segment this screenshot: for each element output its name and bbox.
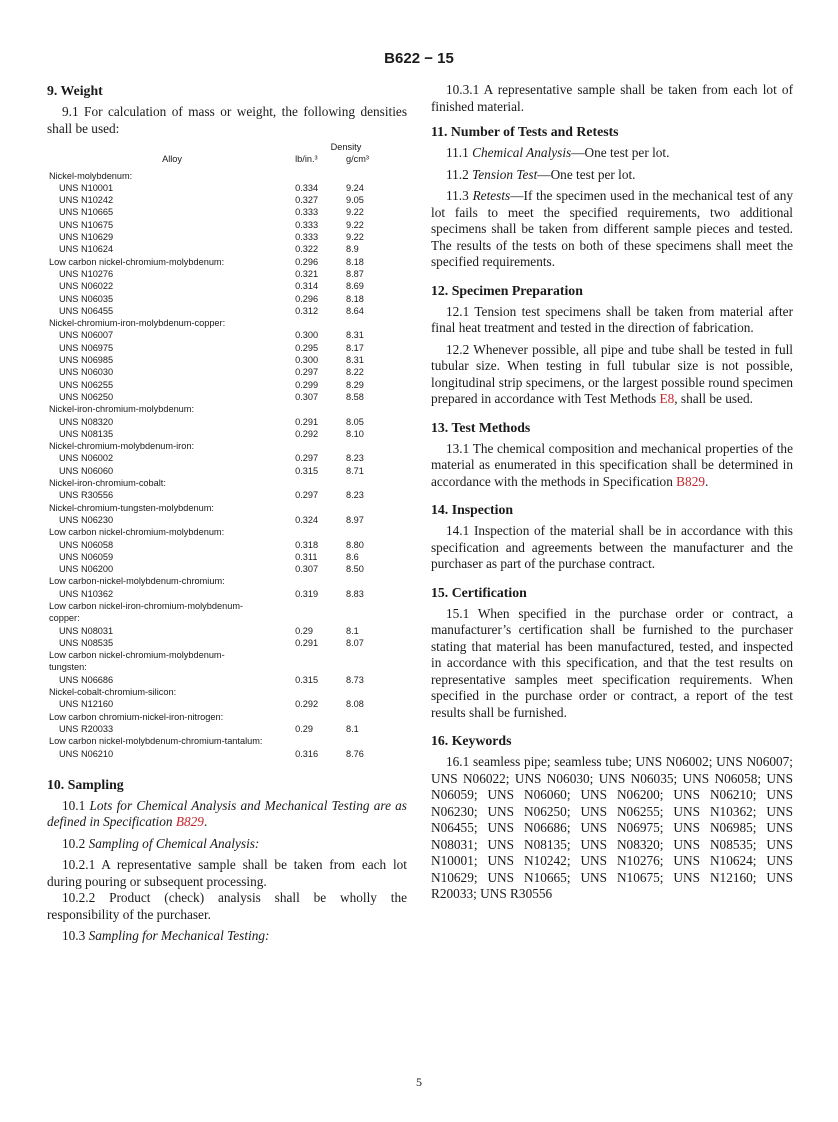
section-11-tests [431,123,793,271]
section-10-sampling [47,776,407,945]
density-g-value [346,403,393,415]
alloy-row [49,354,393,366]
density-lb-value: 0.324 [295,514,319,525]
density-lb-value: 0.314 [295,281,319,292]
density-g-value: 9.24 [345,182,364,193]
alloy-name: Nickel-chromium-iron-molybdenum-copper: [49,318,226,329]
density-lb-value: 0.297 [295,367,319,378]
para-number: 11.1 [446,145,469,160]
density-lb-value: 0.307 [295,564,319,575]
section-12-specimen [431,282,793,408]
alloy-name: UNS N06022 [59,281,114,292]
alloy-group-row [49,661,393,673]
alloy-row [49,366,393,378]
density-g-value: 8.23 [345,453,364,464]
para-text: , shall be used. [674,391,753,406]
alloy-row [49,452,393,464]
alloy-name: UNS N06059 [59,551,114,562]
para-text: —One test per lot. [571,145,670,160]
alloy-group-row [49,477,393,489]
alloy-name: UNS N06007 [59,330,114,341]
density-g-value: 8.73 [345,674,364,685]
alloy-group-row [49,256,393,268]
alloy-name: Nickel-molybdenum: [49,170,133,181]
alloy-name: tungsten: [49,662,87,673]
alloy-row [49,698,393,710]
paragraph-9-1: 9.1 For calculation of mass or weight, the following densities shall be used: [47,104,407,136]
paragraph-16-1: 16.1 seamless pipe; seamless tube; UNS N06002; UNS N06007; UNS N06022; UNS N06030; UNS N06035; UNS N06058; UNS N06059; UNS N06060; UNS N06200; UNS N06210; UNS N06230; UNS N06250; UNS N06255; UNS N10362; UNS N06455; UNS N06686; UNS N06975; UNS N06985; UNS N08031; UNS N08135; UNS N08320; UNS N08535; UNS N10001; UNS N10242; UNS N10276; UNS N10624; UNS N10629; UNS N10665; UNS N10675; UNS N12160; UNS R20033; UNS R30556 [431,754,793,901]
density-g-value [346,711,393,723]
section-heading: 13. Test Methods [431,419,531,435]
density-g-value [346,440,393,452]
paragraph-11-2 [431,167,793,184]
density-lb-value: 0.297 [295,453,319,464]
density-g-value: 8.64 [345,305,364,316]
section-heading: 15. Certification [431,584,527,600]
alloy-name: UNS N06058 [59,539,114,550]
density-lb-value: 0.321 [295,268,319,279]
alloy-name: UNS N10665 [59,207,114,218]
para-italic-text: Lots for Chemical Analysis and Mechanical Testing are as defined in Specification [47,797,407,830]
alloy-name: UNS R20033 [59,723,114,734]
density-g-value: 8.1 [345,723,359,734]
density-lb-value [295,477,346,489]
density-lb-value: 0.311 [295,551,318,562]
alloy-name: UNS N06975 [59,342,114,353]
para-italic-text: Retests [472,188,511,203]
density-lb-value: 0.295 [295,342,319,353]
section-15-certification [431,584,793,722]
density-g-value [346,575,393,587]
alloy-row [49,588,393,600]
density-lb-value: 0.318 [295,539,319,550]
density-lb-value: 0.296 [295,256,319,267]
alloy-group-row [49,526,393,538]
alloy-row [49,416,393,428]
alloy-row [49,625,393,637]
density-lb-value [295,735,346,747]
density-g-value [346,317,393,329]
alloy-name: UNS N06200 [59,564,114,575]
paragraph-11-1 [431,145,793,162]
alloy-row [49,293,393,305]
alloy-row [49,551,393,563]
alloy-row [49,305,393,317]
alloy-row [49,391,393,403]
density-lb-value: 0.300 [295,330,319,341]
density-lb-value [295,170,346,182]
para-number: 10.1 [62,797,86,813]
reference-link[interactable]: B829 [175,814,204,830]
reference-link[interactable]: B829 [676,473,705,489]
alloy-name: Nickel-chromium-tungsten-molybdenum: [49,502,214,513]
alloy-name: UNS N06002 [59,453,114,464]
density-g-value: 8.50 [345,564,364,575]
para-italic-text: Sampling of Chemical Analysis: [88,835,260,851]
alloy-group-row [49,649,393,661]
density-g-value: 8.87 [345,268,364,279]
alloy-row [49,243,393,255]
alloy-name: Nickel-iron-chromium-cobalt: [49,478,166,489]
col-alloy-header: Alloy [162,154,183,165]
density-g-value [346,170,393,182]
density-lb-value [295,661,346,673]
para-number: 10.3 [62,928,86,944]
density-g-value: 8.71 [345,465,364,476]
density-table [47,141,407,760]
density-g-value [346,612,393,624]
density-lb-value [295,711,346,723]
alloy-row [49,194,393,206]
density-g-value: 8.58 [345,391,364,402]
section-heading: 14. Inspection [431,502,514,517]
para-text: 13.1 The chemical composition and mechanical properties of the material as enumerated in this specification shall be determined in accordance with the methods in Specification [431,440,793,489]
alloy-row [49,329,393,341]
density-g-value: 8.22 [345,367,364,378]
alloy-name: Low carbon nickel-chromium-molybdenum: [49,527,225,538]
alloy-row [49,280,393,292]
density-g-value: 8.07 [345,637,364,648]
paragraph-10-1: 10.1 Lots for Chemical Analysis and Mechanical Testing are as defined in Specification B829. [47,797,407,830]
density-lb-value: 0.291 [295,416,319,427]
density-lb-value: 0.307 [295,391,319,402]
alloy-group-row [49,317,393,329]
density-lb-value [295,612,346,624]
density-g-value: 8.23 [345,490,364,501]
section-heading: 12. Specimen Preparation [431,282,583,298]
density-g-value [346,526,393,538]
density-g-value: 8.97 [345,514,364,525]
density-lb-value [295,317,346,329]
alloy-group-row [49,711,393,723]
section-heading: 10. Sampling [47,776,124,792]
density-lb-value: 0.316 [295,748,319,759]
density-lb-value: 0.296 [295,293,319,304]
paragraph-10-2-2: 10.2.2 Product (check) analysis shall be wholly the responsibility of the purchaser. [47,890,407,922]
section-13-test-methods [431,419,793,491]
density-lb-value: 0.291 [295,637,319,648]
density-g-value: 8.76 [345,748,364,759]
alloy-group-row [49,502,393,514]
para-number: 10.2 [62,835,86,851]
paragraph-14-1: 14.1 Inspection of the material shall be in accordance with this specification and agreements between the manufacturer and the purchaser as part of the purchase contract. [431,523,793,571]
alloy-row [49,182,393,194]
density-lb-value: 0.315 [295,674,319,685]
section-heading: 9. Weight [47,83,103,98]
section-9-weight [47,82,407,760]
para-text: 12.2 Whenever possible, all pipe and tube shall be tested in full tubular size. When testing in full tubular size is not possible, longitudinal strip specimens, or the largest possible round specimen prepared in accordance with Test Methods [431,341,793,406]
paragraph-10-2 [47,836,407,853]
alloy-row [49,723,393,735]
density-lb-value: 0.333 [295,219,319,230]
section-16-keywords [431,732,793,903]
alloy-name: Low carbon-nickel-molybdenum-chromium: [49,576,225,587]
paragraph-15-1: 15.1 When specified in the purchase order or contract, a manufacturer’s certification shall be furnished to the purchaser stating that material has been manufactured, tested, and inspected in accordance with this specification, and that the test results on representative samples meet specification requirements. When specified in the purchase order or contract, a report of the test results shall be furnished. [431,605,793,720]
alloy-group-row [49,686,393,698]
alloy-group-row [49,440,393,452]
page-number: 5 [416,1075,422,1089]
density-g-value: 8.18 [345,293,364,304]
density-lb-value: 0.312 [295,305,319,316]
density-lb-value: 0.333 [295,207,319,218]
para-text: —If the specimen used in the mechanical test of any lot fails to meet the specified requirements, two additional specimens shall be taken from different sample pieces and tested. The results of the tests on both of these specimens shall meet the specified requirements. [431,188,793,269]
para-italic-text: Tension Test [472,166,538,182]
alloy-name: UNS N10629 [59,232,114,243]
alloy-name: UNS N12160 [59,699,114,710]
alloy-name: Nickel-cobalt-chromium-silicon: [49,687,177,698]
alloy-name: UNS N06985 [59,355,114,366]
alloy-name: UNS N10242 [59,195,114,206]
density-g-value [346,661,393,673]
alloy-row [49,206,393,218]
density-g-value: 8.29 [345,379,364,390]
para-number: 11.2 [446,166,469,182]
reference-link[interactable]: E8 [659,391,675,406]
density-g-value: 9.22 [345,207,364,218]
alloy-row [49,268,393,280]
alloy-name: UNS N10276 [59,268,114,279]
alloy-name: UNS N06686 [59,674,114,685]
density-lb-value: 0.29 [295,625,314,636]
alloy-name: UNS R30556 [59,490,114,501]
paragraph-10-3 [47,928,407,945]
alloy-row [49,674,393,686]
density-g-value [346,686,393,698]
alloy-name: Nickel-chromium-molybdenum-iron: [49,441,194,452]
density-g-value: 8.31 [345,330,364,341]
density-g-value: 8.08 [345,699,364,710]
density-g-value [346,600,393,612]
density-lb-value [295,440,346,452]
alloy-name: Low carbon chromium-nickel-iron-nitrogen: [49,711,224,722]
alloy-name: UNS N06030 [59,367,114,378]
density-g-value: 8.17 [345,342,364,353]
alloy-group-row [49,575,393,587]
density-g-value [346,502,393,514]
section-14-inspection [431,501,793,573]
density-header: Density [330,142,362,152]
alloy-row [49,342,393,354]
alloy-name: Nickel-iron-chromium-molybdenum: [49,404,194,415]
alloy-row [49,748,393,760]
alloy-name: UNS N06060 [59,465,114,476]
para-italic-text: Chemical Analysis [472,145,572,160]
alloy-name: UNS N06455 [59,305,114,316]
alloy-row [49,428,393,440]
left-column [47,82,407,956]
density-lb-value [295,686,346,698]
alloy-name: UNS N08031 [59,625,114,636]
document-header: B622 − 15 [384,50,454,67]
alloy-name: UNS N08320 [59,416,114,427]
alloy-row [49,465,393,477]
alloy-group-row [49,735,393,747]
density-lb-value: 0.299 [295,379,319,390]
alloy-group-row [49,403,393,415]
density-g-value: 8.1 [345,625,359,636]
density-lb-value: 0.334 [295,182,319,193]
alloy-name: UNS N10001 [59,182,114,193]
section-heading: 16. Keywords [431,733,512,748]
density-g-value: 8.10 [345,428,364,439]
alloy-group-row [49,600,393,612]
col-lb-header: lb/in.³ [295,154,318,165]
density-g-value: 8.69 [345,281,364,292]
alloy-row [49,231,393,243]
alloy-name: Low carbon nickel-chromium-molybdenum- [49,650,225,661]
density-g-value: 8.9 [345,244,359,255]
alloy-name: UNS N08535 [59,637,114,648]
alloy-name: UNS N06250 [59,391,114,402]
alloy-name: UNS N08135 [59,428,114,439]
alloy-name: UNS N06035 [59,293,114,304]
density-lb-value [295,526,346,538]
density-lb-value [295,575,346,587]
density-g-value: 8.80 [345,539,364,550]
alloy-row [49,539,393,551]
paragraph-11-3 [431,188,793,271]
paragraph-10-3-1: 10.3.1 A representative sample shall be taken from each lot of finished material. [431,82,793,114]
density-g-value: 8.18 [345,256,364,267]
density-g-value [346,735,393,747]
paragraph-12-1: 12.1 Tension test specimens shall be taken from material after final heat treatment and tested in the direction of fabrication. [431,303,793,335]
alloy-name: Low carbon nickel-chromium-molybdenum: [49,256,225,267]
alloy-name: UNS N06230 [59,514,114,525]
density-g-value [346,649,393,661]
density-lb-value [295,600,346,612]
alloy-row [49,379,393,391]
density-lb-value: 0.319 [295,588,319,599]
density-lb-value: 0.322 [295,244,319,255]
density-g-value: 8.31 [345,355,364,366]
section-heading: 11. Number of Tests and Retests [431,124,619,139]
density-g-value: 8.05 [345,416,364,427]
density-lb-value: 0.29 [295,723,314,734]
alloy-name: Low carbon nickel-iron-chromium-molybdenum- [49,600,244,611]
density-lb-value: 0.315 [295,465,319,476]
paragraph-13-1: 13.1 The chemical composition and mechanical properties of the material as enumerated in this specification shall be determined in accordance with the methods in Specification B829. [431,440,793,489]
density-lb-value: 0.297 [295,490,319,501]
alloy-group-row [49,170,393,182]
alloy-group-row [49,612,393,624]
density-g-value: 9.22 [345,232,364,243]
alloy-row [49,563,393,575]
col-g-header: g/cm³ [345,154,369,165]
density-lb-value [295,502,346,514]
density-lb-value: 0.333 [295,232,319,243]
density-lb-value [295,403,346,415]
alloy-name: UNS N10624 [59,244,114,255]
paragraph-12-2 [431,342,793,408]
density-g-value: 8.6 [345,551,359,562]
density-lb-value: 0.327 [295,195,319,206]
alloy-name: UNS N06255 [59,379,114,390]
alloy-name: UNS N10675 [59,219,114,230]
para-text: —One test per lot. [537,166,636,182]
density-lb-value: 0.292 [295,699,319,710]
alloy-name: Low carbon nickel-molybdenum-chromium-tantalum: [49,736,263,747]
paragraph-10-2-1: 10.2.1 A representative sample shall be taken from each lot during pouring or subsequent processing. [47,857,407,889]
density-g-value: 9.05 [345,195,364,206]
alloy-row [49,637,393,649]
para-number: 11.3 [446,188,469,203]
alloy-name: UNS N06210 [59,748,114,759]
alloy-name: copper: [49,613,80,624]
alloy-row [49,219,393,231]
right-column [431,82,793,914]
alloy-row [49,489,393,501]
density-g-value [346,477,393,489]
density-lb-value [295,649,346,661]
alloy-name: UNS N10362 [59,588,114,599]
density-lb-value: 0.292 [295,428,319,439]
density-lb-value: 0.300 [295,355,319,366]
density-g-value: 8.83 [345,588,364,599]
density-g-value: 9.22 [345,219,364,230]
alloy-row [49,514,393,526]
para-italic-text: Sampling for Mechanical Testing: [88,928,270,944]
